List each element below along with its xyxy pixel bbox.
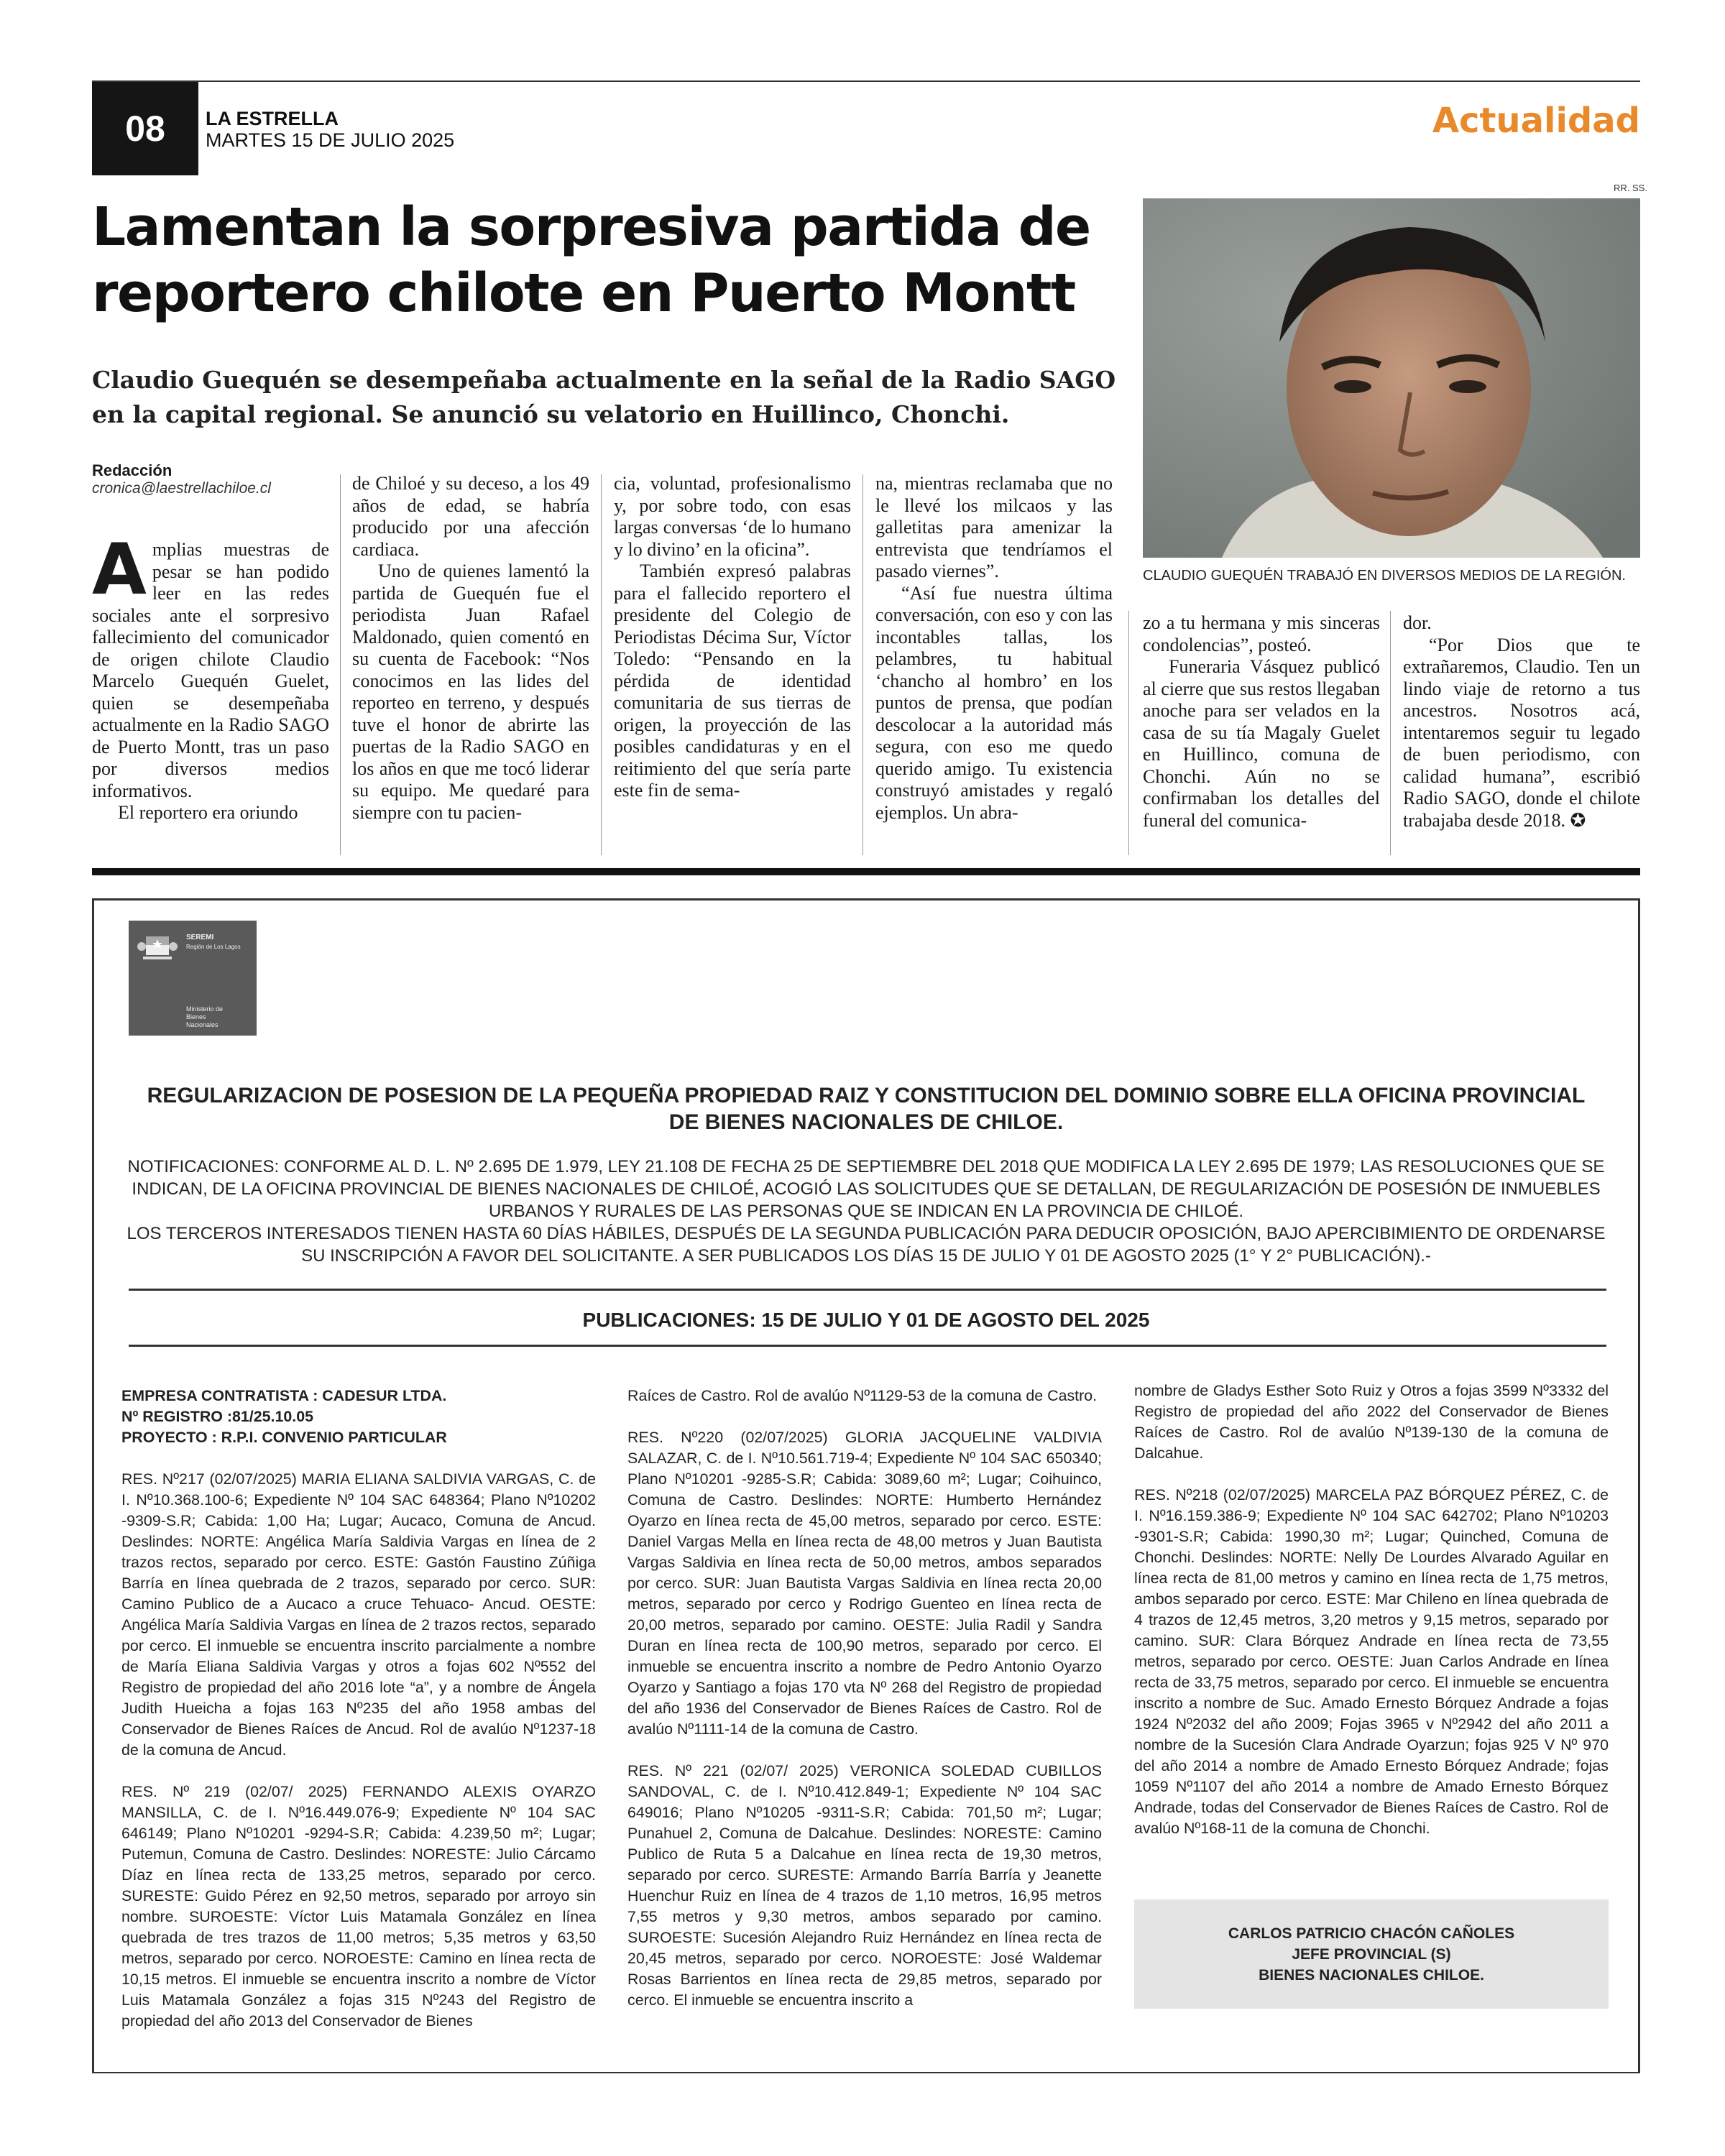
article-column-2 — [352, 473, 589, 824]
headline-line-2: reportero chilote en Puerto Montt — [92, 262, 1075, 324]
paragraph: zo a tu hermana y mis sinceras condolencias”, posteó. — [1143, 612, 1380, 655]
photo-caption: CLAUDIO GUEQUÉN TRABAJÓ EN DIVERSOS MEDIOS DE LA REGIÓN. — [1143, 568, 1626, 584]
paragraph: También expresó palabras para el fallecido reportero el presidente del Colegio de Periodistas Décima Sur, Víctor Toledo: “Pensando en la pérdida de identidad comunitaria de sus tierras de origen, la proyección de las posibles candidaturas y en el reitimiento del que sería parte este fin de sema- — [614, 561, 851, 801]
contractor-line: Nº REGISTRO :81/25.10.05 — [121, 1408, 313, 1425]
notice-paragraph: NOTIFICACIONES: CONFORME AL D. L. Nº 2.695 DE 1.979, LEY 21.108 DE FECHA 25 DE SEPTIEMBRE DEL 2018 QUE MODIFICA LA LEY 2.695 DE 1979; LAS RESOLUCIONES QUE SE INDICAN, DE LA OFICINA PROVINCIAL DE BIENES NACIONALES DE CHILOÉ, ACOGIÓ LAS SOLICITUDES QUE SE DETALLAN, DE REGULARIZACIÓN DE POSESIÓN DE INMUEBLES URBANOS Y RURALES DE LAS PERSONAS QUE SE INDICAN EN LA PROVINCIA DE CHILOÉ. — [127, 1157, 1605, 1221]
paragraph: de Chiloé y su deceso, a los 49 años de edad, se habría producido por una afección cardiaca. — [352, 473, 589, 560]
column-rule — [1390, 611, 1391, 855]
column-rule — [340, 474, 341, 855]
header-rule — [92, 80, 1640, 82]
publication-name: LA ESTRELLA — [206, 108, 339, 129]
publication-dates: PUBLICACIONES: 15 DE JULIO Y 01 DE AGOSTO DEL 2025 — [582, 1309, 1150, 1331]
signatory-office: BIENES NACIONALES CHILOE. — [1259, 1966, 1484, 1984]
ad-title-line-2: DE BIENES NACIONALES DE CHILOE. — [668, 1110, 1064, 1134]
resolution-220: RES. Nº220 (02/07/2025) GLORIA JACQUELINE VALDIVIA SALAZAR, C. de I. Nº10.561.719-4; Expediente Nº 104 SAC 650340; Plano Nº10201 -9285-S.R; Cabida: 3089,60 m²; Lugar; Coihuinco, Comuna de Castro. Deslindes: NORTE: Humberto Hernández Oyarzo en línea recta de 45,00 metros, separado por cerco. ESTE: Daniel Vargas Mella en línea recta de 48,00 metros y Juan Bautista Vargas Saldivia en línea recta de 50,00 metros, ambos separados por cerco. SUR: Juan Bautista Vargas Saldivia en línea recta 20,00 metros, separado por cerco y Rodrigo Guenteo en línea recta de 20,00 metros, separado por camino. OESTE: Julia Radil y Sandra Duran en línea recta de 100,90 metros, separado por cerco. El inmueble se encuentra inscrito a nombre de Pedro Antonio Oyarzo Oyarzo y Santiago a fojas 170 vta Nº 268 del Registro de propiedad del año 1936 del Conservador de Bienes Raíces de Castro. Rol de avalúo Nº1111-14 de la comuna de Castro. — [627, 1429, 1102, 1738]
paragraph — [1403, 635, 1640, 832]
article-column-3 — [614, 473, 851, 802]
resolution-219: RES. Nº 219 (02/07/ 2025) FERNANDO ALEXIS OYARZO MANSILLA, C. de I. Nº16.449.076-9; Expediente Nº 104 SAC 646149; Plano Nº10201 -9294-S.R; Cabida: 4.239,50 m²; Lugar; Putemun, Comuna de Castro. Deslindes: NORESTE: Julio Cárcamo Díaz en línea recta de 133,25 metros, separado por cerco. SURESTE: Guido Pérez en 92,50 metros, separado por arroyo sin nombre. SUROESTE: Víctor Luis Matamala González en línea quebrada de tres trazos de 11,00 metros; 5,35 metros y 63,50 metros, separado por cerco. NOROESTE: Camino en línea recta de 10,15 metros. El inmueble se encuentra inscrito a nombre de Víctor Luis Matamala González a fojas 315 Nº243 del Registro de propiedad del año 2013 del Conservador de Bienes — [121, 1783, 596, 2030]
resolution-221-continued: nombre de Gladys Esther Soto Ruiz y Otros a fojas 3599 Nº3332 del Registro de propiedad del año 2022 del Conservador de Bienes Raíces de Castro. Rol de avalúo Nº139-130 de la comuna de Dalcahue. — [1134, 1382, 1609, 1462]
signature-block — [1134, 1899, 1609, 2009]
signatory-title: JEFE PROVINCIAL (S) — [1292, 1945, 1451, 1963]
logo-ministry-line: Nacionales — [186, 1021, 218, 1028]
section-title: Actualidad — [1432, 101, 1640, 141]
logo-ministry-line: Bienes — [186, 1013, 206, 1021]
subheadline — [92, 363, 1156, 432]
end-mark-icon: ✪ — [1570, 809, 1586, 831]
page-number: 08 — [92, 82, 198, 175]
column-rule — [1128, 611, 1129, 855]
headline — [92, 194, 1127, 326]
resolution-219-continued: Raíces de Castro. Rol de avalúo Nº1129-53 de la comuna de Castro. — [627, 1387, 1098, 1404]
logo-ministry-line: Ministerio de — [186, 1005, 224, 1013]
paragraph: “Así fue nuestra última conversación, con eso y con las incontables tallas, los pelambres, tu habitual ‘chancho al hombro’ en los puntos de prensa, que podían descolocar a la autoridad más segura, con eso me quedo querido amigo. Tu existencia construyó amistades y regaló ejemplos. Un abra- — [875, 582, 1113, 823]
paragraph: Funeraria Vásquez publicó al cierre que sus restos llegaban anoche para ser velados en la casa de su tía Magaly Guelet en Huillinco, comuna de Chonchi. Aún no se confirmaban los detalles del funeral del comunica- — [1143, 656, 1380, 831]
article-column-4 — [875, 473, 1113, 824]
column-rule — [601, 474, 602, 855]
resolution-221: RES. Nº 221 (02/07/ 2025) VERONICA SOLEDAD CUBILLOS SANDOVAL, C. de I. Nº10.412.849-1; Expediente Nº 104 SAC 649016; Plano Nº10205 -9311-S.R; Cabida: 701,50 m²; Lugar; Punahuel 2, Comuna de Dalcahue. Deslindes: NORESTE: Camino Publico de Ruta 5 a Dalcahue en línea recta de 19,30 metros, separado por cerco. SURESTE: Armando Barría Barría y Jeanette Huenchur Ruiz en línea de 4 trazos de 1,10 metros, 16,95 metros 7,55 metros y 9,30 metros, ambos separado por camino. SUROESTE: Sucesión Alejandro Ruiz Hernández en línea recta de 20,45 metros, separado por cerco. NOROESTE: José Waldemar Rosas Barrientos en línea recta de 29,85 metros, separado por cerco. El inmueble se encuentra inscrito a — [627, 1762, 1102, 2009]
article-column-6 — [1403, 612, 1640, 831]
ad-rule — [129, 1345, 1606, 1347]
logo-region: Región de Los Lagos — [186, 944, 241, 950]
paragraph: El reportero era oriundo — [118, 802, 298, 823]
byline-author: Redacción — [92, 461, 172, 479]
article-column-5 — [1143, 612, 1380, 831]
paragraph-text: “Por Dios que te extrañaremos, Claudio. Ten un lindo viaje de retorno a tus ancestros. Nosotros acá, intentaremos seguir tu legado de buen periodismo, con calidad humana”, escribió Radio SAGO, donde el chilote trabajaba desde 2018. — [1403, 634, 1640, 831]
contractor-line: PROYECTO : R.P.I. CONVENIO PARTICULAR — [121, 1429, 447, 1446]
logo-ministry — [186, 1005, 223, 1029]
subheadline-line-1: Claudio Guequén se desempeñaba actualmente en la señal de la Radio SAGO — [92, 366, 1116, 394]
column-rule — [862, 474, 863, 855]
photo-credit: RR. SS. — [1614, 183, 1647, 193]
logo-seremi: SEREMI — [186, 934, 214, 941]
legal-notice-ad — [92, 898, 1640, 2073]
notice-paragraph: LOS TERCEROS INTERESADOS TIENEN HASTA 60 DÍAS HÁBILES, DESPUÉS DE LA SEGUNDA PUBLICACIÓN PARA DEDUCIR OPOSICIÓN, BAJO APERCIBIMIENTO DE ORDENARSE SU INSCRIPCIÓN A FAVOR DEL SOLICITANTE. A SER PUBLICADOS LOS DÍAS 15 DE JULIO Y 01 DE AGOSTO 2025 (1° Y 2° PUBLICACIÓN).- — [126, 1224, 1606, 1266]
paragraph: mplias muestras de pesar se han podido leer en las redes sociales ante el sorpresivo fallecimiento del comunicador de origen chilote Claudio Marcelo Guequén Guelet, quien se desempeñaba actualmente en la Radio SAGO de Puerto Montt, tras un paso por diversos medios informativos. — [92, 539, 329, 801]
headline-line-1: Lamentan la sorpresiva partida de — [92, 196, 1090, 258]
drop-cap: A — [92, 529, 147, 611]
portrait-photo — [1143, 198, 1640, 558]
coat-of-arms-icon — [136, 931, 179, 962]
article-column-1 — [92, 529, 329, 824]
ad-title-line-1: REGULARIZACION DE POSESION DE LA PEQUEÑA PROPIEDAD RAIZ Y CONSTITUCION DEL DOMINIO SOBRE ELLA OFICINA PROVINCIAL — [147, 1084, 1586, 1107]
ad-title — [123, 1082, 1609, 1135]
byline — [92, 461, 308, 497]
contractor-info — [121, 1386, 596, 1448]
signatory-name: CARLOS PATRICIO CHACÓN CAÑOLES — [1228, 1925, 1515, 1942]
resolution-217: RES. Nº217 (02/07/2025) MARIA ELIANA SALDIVIA VARGAS, C. de I. Nº10.368.100-6; Expediente Nº 104 SAC 648364; Plano Nº10202 -9309-S.R; Cabida: 1,00 Ha; Lugar; Aucaco, Comuna de Ancud. Deslindes: NORTE: Angélica María Saldivia Vargas en línea de 2 trazos rectos, separado por cerco. ESTE: Gastón Faustino Zúñiga Barría en línea quebrada de 2 trazos, separado por cerco. SUR: Camino Publico de a Aucaco a cruce Tehuaco- Ancud. OESTE: Angélica María Saldivia Vargas en línea de 2 trazos rectos, separado por cerco. El inmueble se encuentra inscrito parcialmente a nombre de María Eliana Saldivia Vargas y otros a fojas 602 Nº552 del Registro de propiedad del año 2016 lote “a”, y a nombre de Ángela Judith Hueicha a fojas 163 Nº235 del año 1958 ambas del Conservador de Bienes Raíces de Ancud. Rol de avalúo Nº1237-18 de la comuna de Ancud. — [121, 1470, 596, 1759]
ministry-logo — [129, 921, 257, 1036]
issue-date: MARTES 15 DE JULIO 2025 — [206, 129, 455, 151]
contractor-line: EMPRESA CONTRATISTA : CADESUR LTDA. — [121, 1387, 447, 1404]
ad-notice — [123, 1156, 1609, 1267]
masthead — [206, 108, 454, 151]
paragraph: Uno de quienes lamentó la partida de Guequén fue el periodista Juan Rafael Maldonado, quien comentó en su cuenta de Facebook: “Nos conocimos en las lides del reporteo en terreno, y después tuve el honor de abrirte las puertas de la Radio SAGO en los años en que me tocó liderar su equipo. Me quedaré para siempre con tu pacien- — [352, 561, 589, 823]
article-end-rule — [92, 868, 1640, 875]
ad-rule — [129, 1289, 1606, 1291]
resolution-218: RES. Nº218 (02/07/2025) MARCELA PAZ BÓRQUEZ PÉREZ, C. de I. Nº16.159.386-9; Expediente Nº 104 SAC 642702; Plano Nº10203 -9301-S.R; Cabida: 1990,30 m²; Lugar; Quinched, Comuna de Chonchi. Deslindes: NORTE: Nelly De Lourdes Alvarado Aguilar en línea recta de 81,00 metros y camino en línea recta de 1,75 metros, ambos separado por cerco. ESTE: Mar Chileno en línea quebrada de 4 trazos de 12,45 metros, 3,20 metros y 9,15 metros, separado por camino. SUR: Clara Bórquez Andrade en línea recta de 73,55 metros, separado por cerco. OESTE: Juan Carlos Andrade en línea recta de 33,75 metros, separado por cerco. El inmueble se encuentra inscrito a nombre de Suc. Amado Ernesto Bórquez Andrade a fojas 1924 Nº2032 del año 2009; Fojas 3965 v Nº2942 del año 2011 a nombre de la Sucesión Clara Andrade Oyarzun; fojas 925 V Nº 970 del año 2014 a nombre de Amado Ernesto Bórquez Andrade; fojas 1059 Nº1107 del año 2014 a nombre de Amado Ernesto Bórquez Andrade, todas del Conservador de Bienes Raíces de Castro. Rol de avalúo Nº168-11 de la comuna de Chonchi. — [1134, 1486, 1609, 1837]
paragraph: na, mientras reclamaba que no le llevé los milcaos y las galletitas para amenizar la entrevista que tendríamos el pasado viernes”. — [875, 473, 1113, 581]
ad-column-1 — [121, 1386, 596, 2032]
ad-column-3 — [1134, 1381, 1609, 1839]
subheadline-line-2: en la capital regional. Se anunció su velatorio en Huillinco, Chonchi. — [92, 400, 1010, 428]
paragraph: dor. — [1403, 612, 1432, 633]
paragraph: cia, voluntad, profesionalismo y, por sobre todo, con esas largas conversas ‘de lo humano y lo divino’ en la oficina”. — [614, 473, 851, 560]
ad-column-2 — [627, 1386, 1102, 2011]
byline-email: cronica@laestrellachiloe.cl — [92, 480, 271, 497]
